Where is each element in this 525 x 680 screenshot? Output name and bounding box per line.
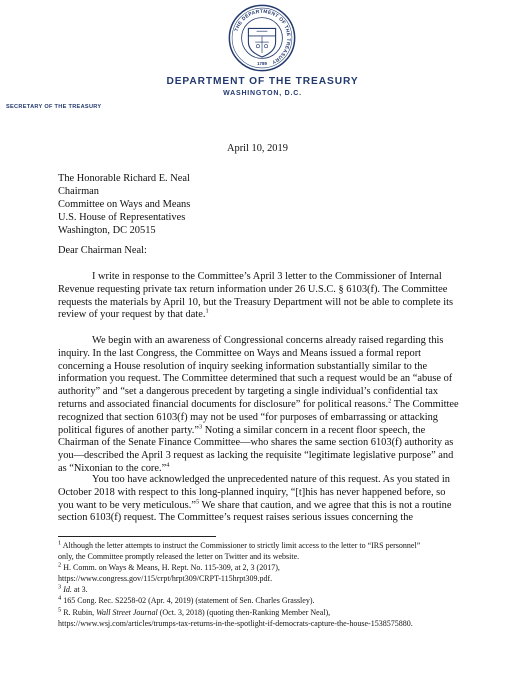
paragraph-line: you want to be very meticulous.”$^5$ We share that caution, and we agree that this is not a routine	[58, 498, 452, 511]
footnote-ref: 2	[388, 397, 392, 405]
paragraph-line: Revenue requesting private tax return information under 26 U.S.C. § 6103(f). The Committee	[58, 283, 448, 295]
paragraph-line: review of your request by that date.$^1$	[58, 307, 209, 321]
svg-text:1789: 1789	[257, 61, 267, 67]
address-line: Chairman	[58, 186, 99, 197]
salutation: Dear Chairman Neal:	[58, 245, 147, 256]
office-heading: SECRETARY OF THE TREASURY	[6, 104, 102, 110]
paragraph-line: concerning a House resolution of inquiry seeking information substantially similar to the	[58, 360, 428, 372]
footnote-ref: 4	[166, 461, 170, 469]
footnote-ref: 3	[199, 423, 203, 431]
address-line: The Honorable Richard E. Neal	[58, 173, 190, 184]
department-heading: DEPARTMENT OF THE TREASURY	[166, 76, 359, 87]
letter-date: April 10, 2019	[227, 143, 288, 154]
paragraph-line: you—described the April 3 request as lacking the requisite “legitimate legislative purpose” and	[58, 450, 454, 462]
paragraph-line: Chairman of the Senate Finance Committee—who shares the same section 6103(f) authority as	[58, 437, 454, 449]
paragraph-line: You too have acknowledged the unprecedented nature of this request. As you stated in	[92, 474, 450, 485]
paragraph-line: political figures of another party.”$^3$ Noting a similar concern in a recent floor speech, the	[58, 423, 426, 436]
address-line: Committee on Ways and Means	[58, 199, 191, 210]
paragraph-line: inquiry. In the last Congress, the Committee on Ways and Means issued a formal report	[58, 347, 422, 359]
paragraph-line: returns and associated financial documents for disclosure” for political reasons.$^2$ The Committee	[58, 397, 459, 410]
footnote-line: https://www.wsj.com/articles/trumps-tax-returns-in-the-spotlight-if-democrats-capture-the-house-1538575880.	[58, 618, 413, 628]
paragraph-line: information you request. The Committee determined that such a request would be an “abuse of	[58, 373, 453, 385]
footnote-line: https://www.congress.gov/115/crpt/hrpt309/CRPT-115hrpt309.pdf.	[58, 574, 273, 584]
body-paragraph	[58, 474, 451, 525]
paragraph-line: We begin with an awareness of Congressional concerns already raised regarding this	[92, 335, 444, 346]
address-line: U.S. House of Representatives	[58, 212, 186, 223]
city-heading: WASHINGTON, D.C.	[223, 90, 302, 97]
body-paragraph	[58, 335, 459, 476]
address-line: Washington, DC 20515	[58, 225, 156, 236]
recipient-address	[58, 172, 190, 237]
footnote-divider	[58, 536, 216, 537]
svg-text:THE DEPARTMENT OF THE TREASURY: THE DEPARTMENT OF THE TREASURY	[234, 9, 291, 65]
paragraph-line: as “Nixonian to the core.”$^4$	[58, 461, 170, 474]
footnote-ref: 1	[205, 307, 209, 315]
treasury-seal-icon	[228, 4, 296, 72]
paragraph-line: October 2018 with respect to this long-planned inquiry, “[t]his has never happened before, so	[58, 486, 446, 498]
footnote-line: $^3$ Id. at 3.	[58, 583, 88, 595]
footnote-line: $^5$ R. Rubin, Wall Street Journal (Oct. 3, 2018) (quoting then-Ranking Member Neal),	[58, 605, 331, 617]
paragraph-line: section 6103(f) request. The Committee’s request raises serious issues concerning the	[58, 512, 414, 524]
paragraph-line: requests the materials by April 10, but the Treasury Department will not be able to complete its	[58, 296, 454, 308]
paragraph-line: authority” and “set a dangerous precedent by targeting a single individual’s confidential tax	[58, 386, 439, 398]
footnotes	[58, 540, 420, 629]
paragraph-line: I write in response to the Committee’s April 3 letter to the Commissioner of Internal	[92, 271, 442, 282]
paragraph-line: recognized that section 6103(f) may not be used “for purposes of embarrassing or attacking	[58, 411, 438, 423]
footnote-line: $^2$ H. Comm. on Ways & Means, H. Rept. No. 115-309, at 2, 3 (2017),	[58, 561, 280, 573]
footnote-line: only, the Committee promptly released the letter on Twitter and its website.	[58, 552, 300, 562]
footnote-line: $^4$ 165 Cong. Rec. S2258-02 (Apr. 4, 2019) (statement of Sen. Charles Grassley).	[58, 594, 315, 606]
body-paragraph	[58, 271, 453, 322]
footnote-line: $^1$ Although the letter attempts to instruct the Commissioner to strictly limit access to the letter to “IRS personnel”	[58, 539, 421, 550]
footnote-ref: 5	[195, 498, 200, 506]
